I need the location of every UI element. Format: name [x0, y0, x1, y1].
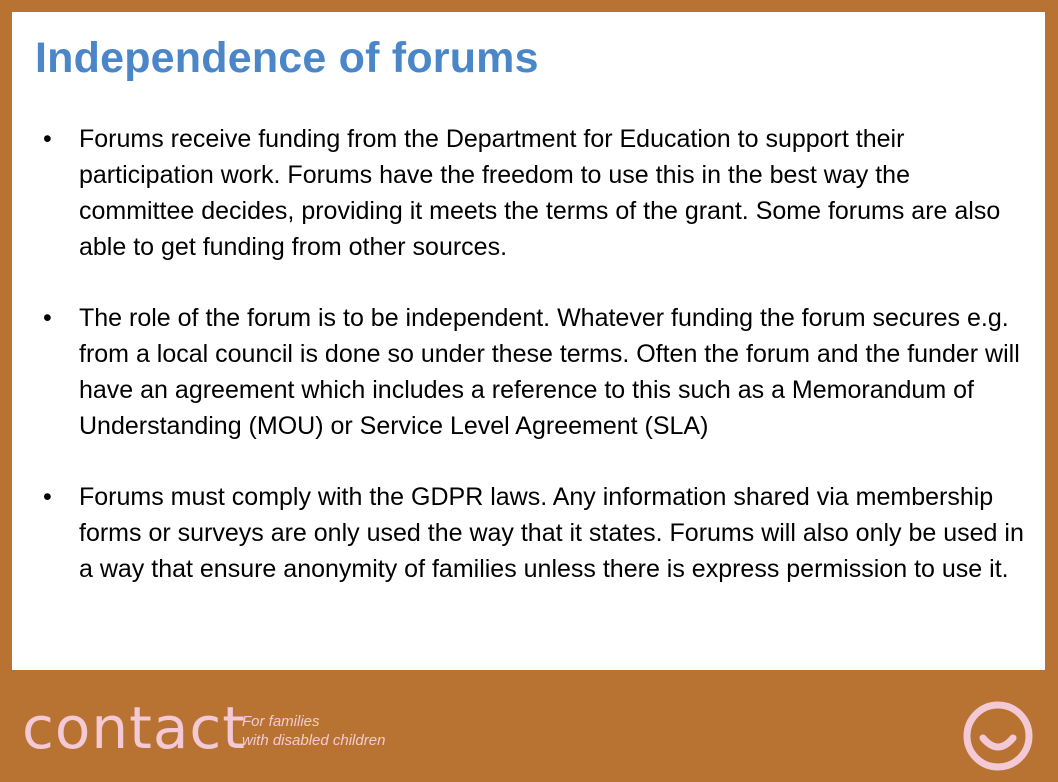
tagline-line-2: with disabled children: [242, 732, 386, 749]
bullet-marker: •: [43, 125, 52, 153]
footer: [0, 670, 1058, 782]
logo-wordmark: contact: [22, 694, 247, 762]
bullet-text: The role of the forum is to be independent. Whatever funding the forum secures e.g. from a local council is done so under these terms. Often the forum and the funder will have an agreement which includes a reference to this such as a Memorandum of Understanding (MOU) or Service Level Agreement (SLA): [79, 304, 1020, 440]
smile-circle-icon: [962, 700, 1034, 772]
bullet-text: Forums must comply with the GDPR laws. Any information shared via membership forms or surveys are only used the way that it states. Forums will also only be used in a way that ensure anonymity of families unless there is express permission to use it.: [79, 483, 1024, 583]
logo-tagline: [242, 712, 385, 750]
bullet-marker: •: [43, 483, 52, 511]
slide-content: [12, 12, 1045, 670]
bullet-list: [12, 121, 1045, 587]
bullet-item: [12, 121, 1045, 265]
bullet-marker: •: [43, 304, 52, 332]
bullet-item: [12, 300, 1045, 444]
bullet-item: [12, 479, 1045, 587]
slide-title: Independence of forums: [35, 34, 539, 82]
tagline-line-1: For families: [242, 713, 320, 730]
bullet-text: Forums receive funding from the Department for Education to support their participation work. Forums have the freedom to use this in the best way the committee decides, providing it meets the terms of the grant. Some forums are also able to get funding from other sources.: [79, 125, 1001, 261]
